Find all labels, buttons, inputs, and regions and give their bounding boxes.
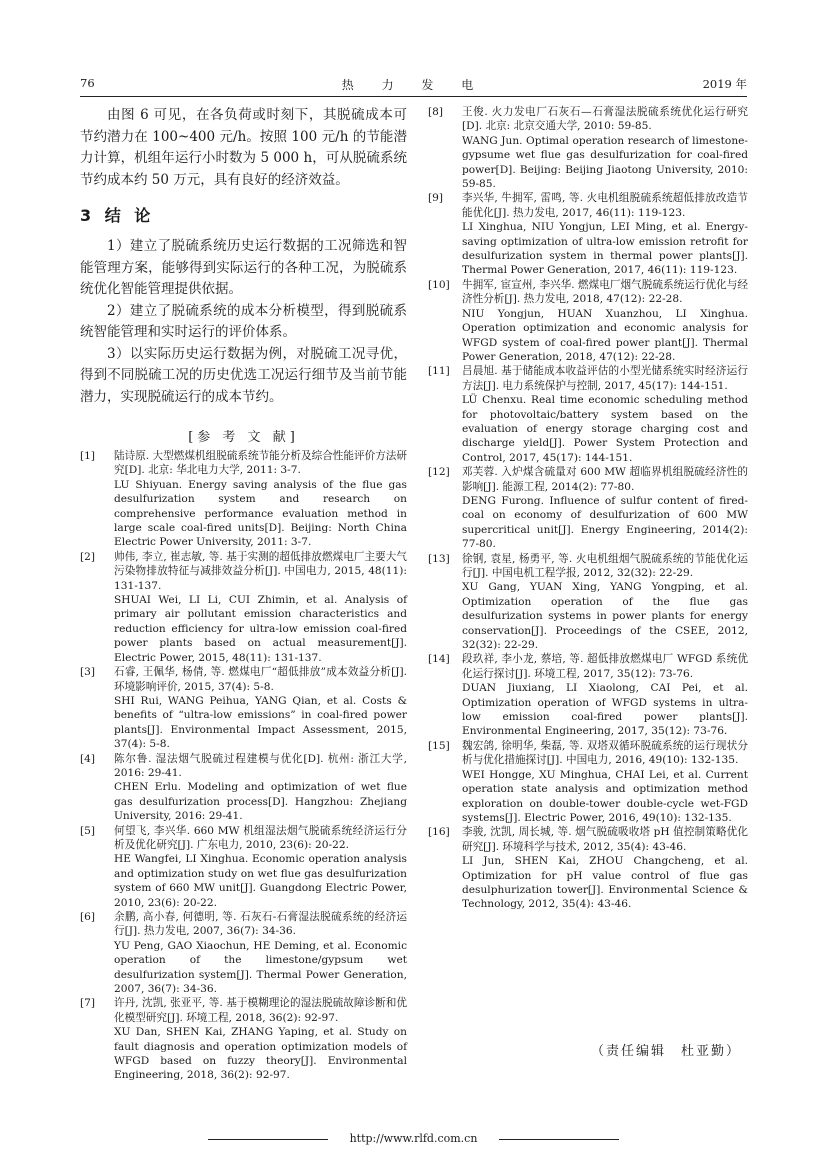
reference-en: YU Peng, GAO Xiaochun, HE Deming, et al. Economic operation of the limestone/gypsum wet desulfurization system[J]. Thermal Power Generation, 2007, 36(7): 34-36. bbox=[114, 939, 407, 996]
left-column bbox=[80, 105, 407, 1083]
reference-number: [7] bbox=[80, 997, 96, 1010]
reference-number: [8] bbox=[428, 106, 444, 118]
reference-number: [16] bbox=[428, 826, 450, 839]
reference-number: [14] bbox=[428, 653, 450, 666]
reference-number: [11] bbox=[428, 365, 450, 378]
reference-zh: 段玖祥, 李小龙, 蔡培, 等. 超低排放燃煤电厂 WFGD 系统优化运行探讨[J]. 环境工程, 2017, 35(12): 73-76. bbox=[462, 653, 748, 680]
reference-entry bbox=[428, 825, 748, 911]
reference-entry bbox=[80, 752, 407, 824]
reference-en: XU Dan, SHEN Kai, ZHANG Yaping, et al. Study on fault diagnosis and operation optimization models of WFGD based on fuzzy theory[J]. Environmental Engineering, 2018, 36(2): 92-97. bbox=[114, 1026, 407, 1082]
reference-en: XU Gang, YUAN Xing, YANG Yongping, et al. Optimization operation of the flue gas desulfurization systems in power plants for energy conservation[J]. Proceedings of the CSEE, 2012, 32(32): 22-29. bbox=[462, 581, 748, 652]
page-footer bbox=[0, 1132, 827, 1145]
reference-entry bbox=[428, 191, 748, 277]
footer-rule-left bbox=[208, 1139, 328, 1140]
reference-entry bbox=[428, 552, 748, 653]
reference-number: [3] bbox=[80, 666, 96, 679]
reference-entry bbox=[80, 550, 407, 665]
reference-zh: 李骏, 沈凯, 周长城, 等. 烟气脱硫吸收塔 pH 值控制策略优化研究[J]. 环境科学与技术, 2012, 35(4): 43-46. bbox=[462, 826, 748, 853]
reference-zh: 魏宏鸽, 徐明华, 柴磊, 等. 双塔双循环脱硫系统的运行现状分析与优化措施探讨[J]. 中国电力, 2016, 49(10): 132-135. bbox=[462, 739, 748, 767]
reference-en: HE Wangfei, LI Xinghua. Economic operation analysis and optimization study on wet flue gas desulfurization system of 660 MW unit[J]. Guangdong Electric Power, 2010, 23(6): 20-22. bbox=[114, 853, 407, 909]
section-title: 3 结 论 bbox=[80, 206, 155, 225]
reference-en: WEI Hongge, XU Minghua, CHAI Lei, et al. Current operation state analysis and optimization method exploration on double-tower double-cycle wet-FGD systems[J]. Electric Power, 2016, 49(10): 132-135. bbox=[462, 768, 748, 824]
reference-zh: 石睿, 王佩华, 杨倩, 等. 燃煤电厂“超低排放”成本效益分析[J]. 环境影响评价, 2015, 37(4): 5-8. bbox=[114, 666, 407, 693]
references-heading: [参 考 文 献] bbox=[188, 430, 299, 445]
reference-number: [6] bbox=[80, 911, 96, 923]
reference-number: [15] bbox=[428, 739, 450, 752]
body-paragraph: 由图 6 可见，在各负荷或时刻下，其脱硫成本可节约潜力在 100~400 元/h。按照 100 元/h 的节能潜力计算，机组年运行小时数为 5 000 h，可从脱硫系统节约成本约 50 万元，具有良好的经济效益。 bbox=[80, 107, 407, 188]
reference-en: DUAN Jiuxiang, LI Xiaolong, CAI Pei, et al. Optimization operation of WFGD systems in ultra-low emission coal-fired power plants[J]. Environmental Engineering, 2017, 35(12): 73-76. bbox=[462, 682, 748, 738]
reference-zh: 陈尔鲁. 湿法烟气脱硫过程建模与优化[D]. 杭州: 浙江大学, 2016: 29-41. bbox=[114, 752, 407, 779]
reference-number: [1] bbox=[80, 450, 96, 462]
reference-en: NIU Yongjun, HUAN Xuanzhou, LI Xinghua. Operation optimization and economic analysis for WFGD system of coal-fired power plant[J]. Thermal Power Generation, 2018, 47(12): 22-28. bbox=[462, 307, 748, 363]
reference-number: [4] bbox=[80, 752, 96, 765]
reference-entry bbox=[80, 824, 407, 910]
reference-entry bbox=[428, 652, 748, 738]
issue-year: 2019 年 bbox=[702, 77, 747, 91]
reference-zh: 吕晨旭. 基于储能成本收益评估的小型光储系统实时经济运行方法[J]. 电力系统保护与控制, 2017, 45(17): 144-151. bbox=[462, 365, 748, 392]
reference-en: SHUAI Wei, LI Li, CUI Zhimin, et al. Analysis of primary air pollutant emission characteristics and reduction efficiency for ultra-low emission coal-fired power plants based on actual measurement[J]. Electric Power, 2015, 48(11): 131-137. bbox=[114, 594, 407, 664]
conclusion-item: 1）建立了脱硫系统历史运行数据的工况筛选和智能管理方案，能够得到实际运行的各种工况，为脱硫系统优化智能管理提供依据。 bbox=[80, 238, 407, 297]
reference-zh: 陆诗原. 大型燃煤机组脱硫系统节能分析及综合性能评价方法研究[D]. 北京: 华北电力大学, 2011: 3-7. bbox=[114, 450, 407, 477]
reference-zh: 何望飞, 李兴华. 660 MW 机组湿法烟气脱硫系统经济运行分析及优化研究[J]. 广东电力, 2010, 23(6): 20-22. bbox=[114, 824, 407, 851]
reference-entry bbox=[80, 449, 407, 550]
reference-en: WANG Jun. Optimal operation research of limestone-gypsume wet flue gas desulfurization for coal-fired power[D]. Beijing: Beijing Jiaotong University, 2010: 59-85. bbox=[462, 134, 748, 191]
conclusion-item: 3）以实际历史运行数据为例，对脱硫工况寻优，得到不同脱硫工况的历史优选工况运行细节及当前节能潜力，实现脱硫运行的成本节约。 bbox=[80, 345, 407, 405]
page-number: 76 bbox=[80, 76, 95, 90]
reference-en: LÜ Chenxu. Real time economic scheduling method for photovoltaic/battery system based on the evaluation of energy storage charging cost and discharge yield[J]. Power System Protection and Control, 2017, 45(17): 144-151. bbox=[462, 394, 748, 464]
reference-number: [10] bbox=[428, 278, 450, 291]
running-header bbox=[80, 76, 747, 94]
reference-entry bbox=[80, 996, 407, 1082]
reference-entry bbox=[428, 278, 748, 364]
reference-entry bbox=[428, 105, 748, 191]
reference-number: [5] bbox=[80, 824, 96, 837]
reference-zh: 徐钢, 袁星, 杨勇平, 等. 火电机组烟气脱硫系统的节能优化运行[J]. 中国电机工程学报, 2012, 32(32): 22-29. bbox=[462, 552, 748, 579]
reference-zh: 帅伟, 李立, 崔志敏, 等. 基于实测的超低排放燃煤电厂主要大气污染物排放特征与减排效益分析[J]. 中国电力, 2015, 48(11): 131-137. bbox=[114, 550, 407, 592]
header-rule bbox=[80, 96, 747, 97]
right-column bbox=[428, 105, 748, 912]
reference-en: LU Shiyuan. Energy saving analysis of the flue gas desulfurization system and research on comprehensive performance evaluation method in large scale coal-fired units[D]. Beijing: North China Electric Power University, 2011: 3-7. bbox=[114, 478, 407, 549]
reference-number: [2] bbox=[80, 550, 96, 563]
journal-name: 热 力 发 电 bbox=[341, 78, 486, 92]
reference-en: SHI Rui, WANG Peihua, YANG Qian, et al. Costs & benefits of “ultra-low emissions” in coal-fired power plants[J]. Environmental Impact Assessment, 2015, 37(4): 5-8. bbox=[114, 694, 407, 751]
reference-entry bbox=[80, 665, 407, 751]
reference-number: [13] bbox=[428, 552, 450, 565]
reference-en: CHEN Erlu. Modeling and optimization of wet flue gas desulfurization process[D]. Hangzhou: Zhejiang University, 2016: 29-41. bbox=[114, 781, 407, 823]
footer-rule-right bbox=[499, 1139, 619, 1140]
conclusion-item: 2）建立了脱硫系统的成本分析模型，得到脱硫系统智能管理和实时运行的评价体系。 bbox=[80, 302, 407, 340]
reference-entry bbox=[428, 739, 748, 825]
reference-zh: 李兴华, 牛拥军, 雷鸣, 等. 火电机组脱硫系统超低排放改造节能优化[J]. 热力发电, 2017, 46(11): 119-123. bbox=[462, 192, 748, 219]
reference-en: LI Xinghua, NIU Yongjun, LEI Ming, et al. Energy-saving optimization of ultra-low emission retrofit for desulfurization system in thermal power plants[J]. Thermal Power Generation, 2017, 46(11): 119-123. bbox=[462, 221, 748, 277]
reference-zh: 余鹏, 高小春, 何德明, 等. 石灰石-石膏湿法脱硫系统的经济运行[J]. 热力发电, 2007, 36(7): 34-36. bbox=[114, 911, 407, 938]
reference-en: LI Jun, SHEN Kai, ZHOU Changcheng, et al. Optimization for pH value control of flue gas desulphurization tower[J]. Environmental Science & Technology, 2012, 35(4): 43-46. bbox=[462, 855, 748, 911]
reference-entry bbox=[80, 910, 407, 996]
responsible-editor: （责任编辑 杜亚勤） bbox=[590, 1044, 741, 1059]
reference-zh: 王俊. 火力发电厂石灰石—石膏湿法脱硫系统优化运行研究[D]. 北京: 北京交通大学, 2010: 59-85. bbox=[462, 106, 748, 133]
reference-zh: 许丹, 沈凯, 张亚平, 等. 基于模糊理论的湿法脱硫故障诊断和优化模型研究[J]. 环境工程, 2018, 36(2): 92-97. bbox=[114, 997, 407, 1024]
reference-entry bbox=[428, 465, 748, 551]
footer-url[interactable]: http://www.rlfd.com.cn bbox=[349, 1132, 478, 1145]
reference-zh: 牛拥军, 宦宣州, 李兴华. 燃煤电厂烟气脱硫系统运行优化与经济性分析[J]. 热力发电, 2018, 47(12): 22-28. bbox=[462, 278, 748, 306]
reference-entry bbox=[428, 364, 748, 465]
reference-zh: 邓芙蓉. 入炉煤含硫量对 600 MW 超临界机组脱硫经济性的影响[J]. 能源工程, 2014(2): 77-80. bbox=[462, 466, 748, 493]
reference-number: [9] bbox=[428, 192, 444, 205]
reference-en: DENG Furong. Influence of sulfur content of fired-coal on economy of desulfurization of 600 MW supercritical unit[J]. Energy Engineering, 2014(2): 77-80. bbox=[462, 494, 748, 551]
reference-number: [12] bbox=[428, 466, 450, 479]
